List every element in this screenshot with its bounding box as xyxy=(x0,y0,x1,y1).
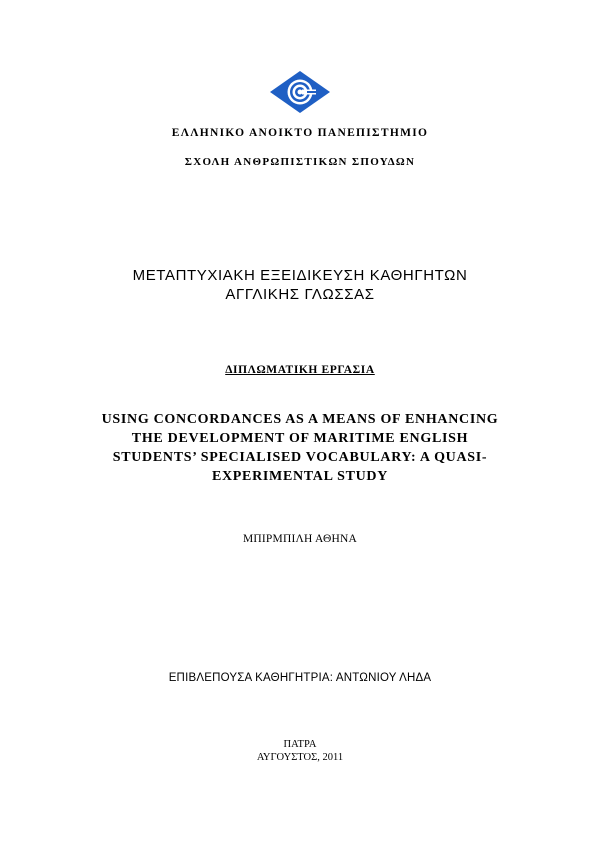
date: ΑΥΓΟΥΣΤΟΣ, 2011 xyxy=(256,752,344,763)
place: ΠΑΤΡΑ xyxy=(283,739,317,750)
school-name: ΣΧΟΛΗ ΑΝΘΡΩΠΙΣΤΙΚΩΝ ΣΠΟΥΔΩΝ xyxy=(184,156,416,168)
thesis-title-line-3: STUDENTS’ SPECIALISED VOCABULARY: A QUASI- xyxy=(112,450,488,465)
program-title xyxy=(0,266,600,304)
supervisor: ΕΠΙΒΛΕΠΟΥΣΑ ΚΑΘΗΓΗΤΡΙΑ: ΑΝΤΩΝΙΟΥ ΛΗΔΑ xyxy=(168,672,432,684)
thesis-title-line-2: THE DEVELOPMENT OF MARITIME ENGLISH xyxy=(131,431,469,446)
thesis-type: ΔΙΠΛΩΜΑΤΙΚΗ ΕΡΓΑΣΙΑ xyxy=(225,364,375,376)
thesis-title-line-1: USING CONCORDANCES AS A MEANS OF ENHANCING xyxy=(101,412,499,427)
program-title-line-1: ΜΕΤΑΠΤΥΧΙΑΚΗ ΕΞΕΙΔΙΚΕΥΣΗ ΚΑΘΗΓΗΤΩΝ xyxy=(132,267,468,284)
thesis-title xyxy=(0,410,600,486)
university-logo-icon xyxy=(269,70,331,114)
university-name: ΕΛΛΗΝΙΚΟ ΑΝΟΙΚΤΟ ΠΑΝΕΠΙΣΤΗΜΙΟ xyxy=(171,127,429,139)
thesis-title-line-4: EXPERIMENTAL STUDY xyxy=(211,469,389,484)
program-title-line-2: ΑΓΓΛΙΚΗΣ ΓΛΩΣΣΑΣ xyxy=(225,286,375,303)
author-name: ΜΠΙΡΜΠΙΛΗ ΑΘΗΝΑ xyxy=(242,533,358,545)
